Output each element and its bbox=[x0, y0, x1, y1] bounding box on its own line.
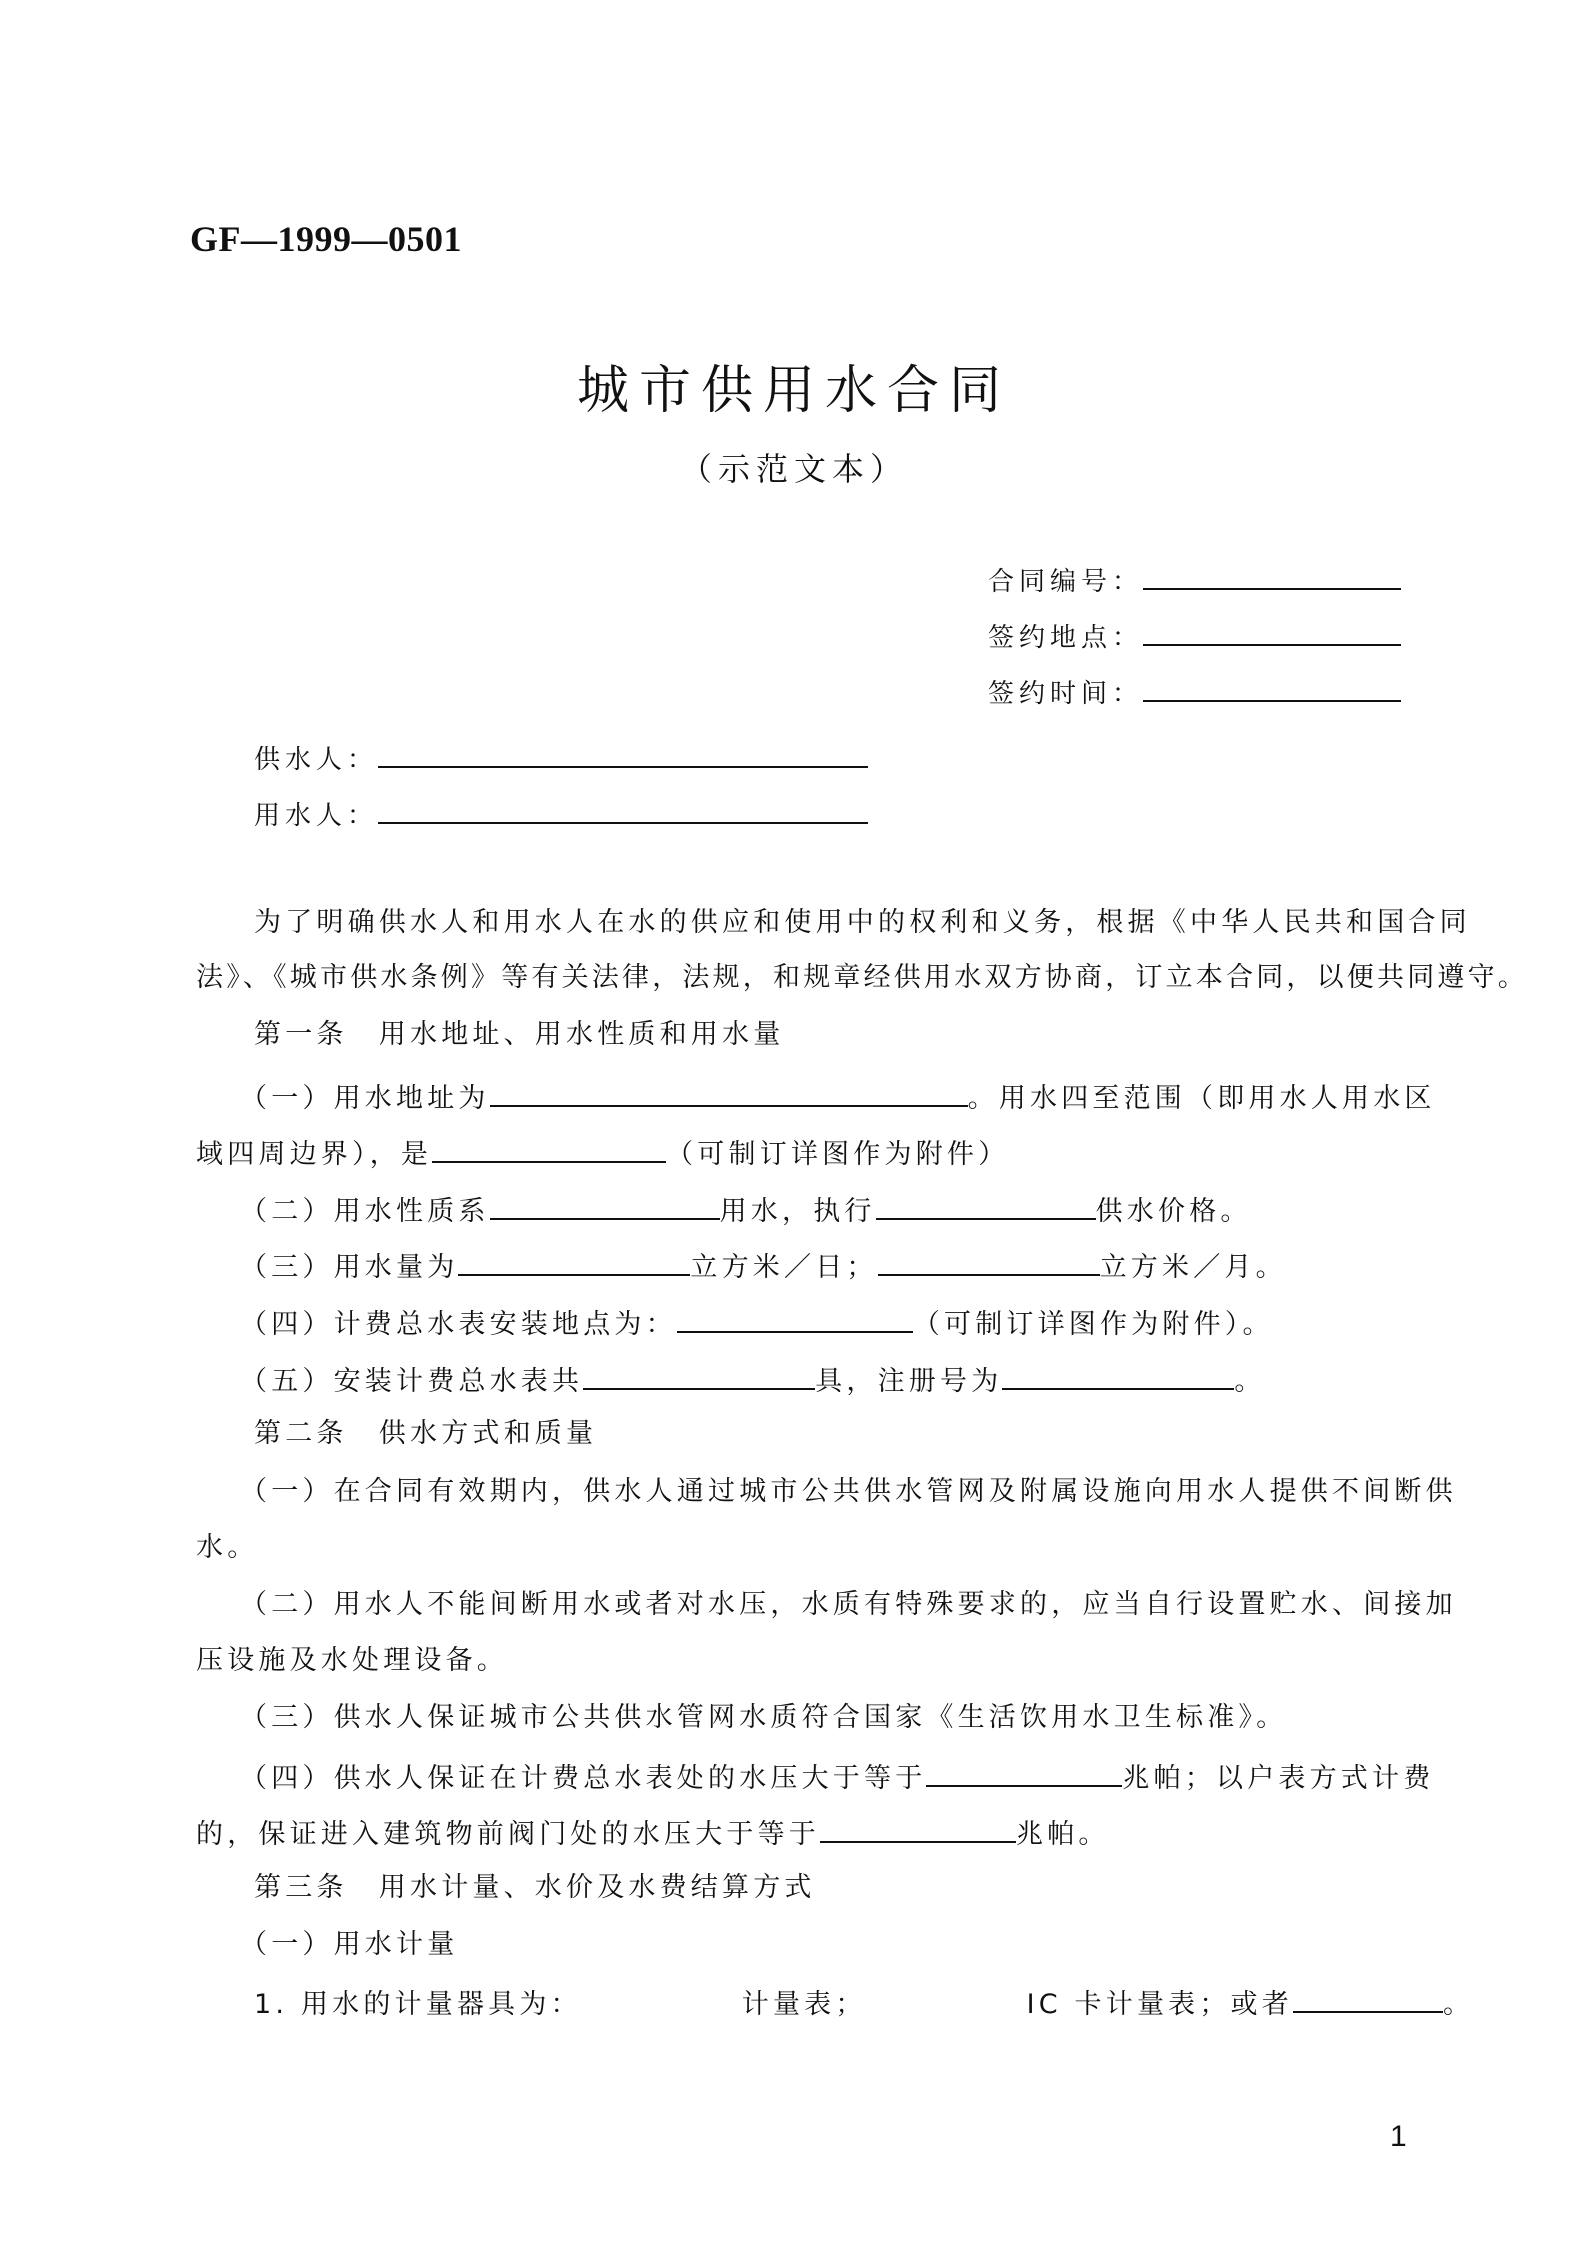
article-1-item-5 bbox=[240, 1358, 1266, 1398]
user-row bbox=[254, 792, 868, 832]
article-1-item-3 bbox=[240, 1244, 1287, 1284]
item-text: 立方米／月。 bbox=[1099, 1252, 1287, 1283]
article-2-item-2: （二）用水人不能间断用水或者对水压，水质有特殊要求的，应当自行设置贮水、间接加 bbox=[240, 1589, 1457, 1620]
article-2-item-1: （一）在合同有效期内，供水人通过城市公共供水管网及附属设施向用水人提供不间断供 bbox=[240, 1476, 1457, 1507]
item-text: 立方米／日； bbox=[690, 1252, 878, 1283]
page-number: 1 bbox=[1390, 2120, 1407, 2153]
item-text: （可制订详图作为附件） bbox=[666, 1139, 1010, 1170]
registration-number-blank bbox=[1002, 1358, 1234, 1390]
article-2-item-4-cont bbox=[196, 1811, 1110, 1851]
article-3-title: 第三条 用水计量、水价及水费结算方式 bbox=[254, 1872, 816, 1903]
supplier-label: 供水人： bbox=[254, 745, 379, 775]
sign-time-row bbox=[988, 670, 1401, 710]
sign-place-row bbox=[988, 614, 1401, 654]
meter-location-blank bbox=[677, 1301, 913, 1333]
article-2-item-3: （三）供水人保证城市公共供水管网水质符合国家《生活饮用水卫生标准》。 bbox=[240, 1702, 1288, 1733]
item-text: 域四周边界），是 bbox=[196, 1139, 433, 1170]
article-2-title: 第二条 供水方式和质量 bbox=[254, 1418, 598, 1449]
item-text: （一）用水地址为 bbox=[240, 1083, 490, 1114]
sign-time-label: 签约时间： bbox=[988, 679, 1144, 709]
daily-volume-blank bbox=[458, 1244, 690, 1276]
user-label: 用水人： bbox=[254, 801, 379, 831]
supplier-blank bbox=[378, 736, 868, 768]
supplier-row bbox=[254, 736, 868, 776]
user-blank bbox=[378, 792, 868, 824]
item-text: 兆帕；以户表方式计费 bbox=[1122, 1763, 1435, 1794]
item-text: 的，保证进入建筑物前阀门处的水压大于等于 bbox=[196, 1819, 820, 1850]
document-subtitle: （示范文本） bbox=[679, 450, 908, 488]
item-text: 。 bbox=[1234, 1366, 1266, 1397]
document-code: GF—1999—0501 bbox=[190, 219, 462, 259]
price-blank bbox=[876, 1188, 1096, 1220]
contract-number-row bbox=[988, 558, 1401, 598]
meter-count-blank bbox=[583, 1358, 815, 1390]
item-text: 。 bbox=[1442, 1989, 1475, 2020]
pressure-building-blank bbox=[820, 1811, 1016, 1843]
contract-number-blank bbox=[1143, 558, 1401, 590]
article-3-item-1: （一）用水计量 bbox=[240, 1929, 459, 1960]
article-1-item-4 bbox=[240, 1301, 1274, 1341]
item-text: 用水，执行 bbox=[719, 1196, 876, 1227]
article-1-item-1-cont bbox=[196, 1131, 1009, 1171]
item-text: （四）供水人保证在计费总水表处的水压大于等于 bbox=[240, 1763, 927, 1794]
water-address-blank bbox=[490, 1075, 968, 1107]
article-2-item-4 bbox=[240, 1755, 1434, 1795]
item-text: 兆帕。 bbox=[1016, 1819, 1110, 1850]
article-2-item-2-cont: 压设施及水处理设备。 bbox=[196, 1645, 508, 1676]
pressure-meter-blank bbox=[926, 1755, 1122, 1787]
item-text: （三）用水量为 bbox=[240, 1252, 459, 1283]
water-nature-blank bbox=[490, 1188, 720, 1220]
article-3-item-1-1 bbox=[254, 1981, 1474, 2021]
boundary-blank bbox=[432, 1131, 666, 1163]
sign-place-label: 签约地点： bbox=[988, 623, 1144, 653]
other-meter-blank bbox=[1293, 1981, 1443, 2013]
intro-line-2: 法》、《城市供水条例》等有关法律，法规，和规章经供用水双方协商，订立本合同，以便共同遵守。 bbox=[196, 962, 1528, 993]
item-text: IC 卡计量表；或者 bbox=[1026, 1989, 1293, 2020]
item-text: 供水价格。 bbox=[1095, 1196, 1252, 1227]
contract-number-label: 合同编号： bbox=[988, 567, 1144, 597]
item-text: 具，注册号为 bbox=[815, 1366, 1003, 1397]
article-2-item-1-cont: 水。 bbox=[196, 1532, 259, 1563]
item-text: （二）用水性质系 bbox=[240, 1196, 490, 1227]
sign-time-blank bbox=[1143, 670, 1401, 702]
article-1-item-2 bbox=[240, 1188, 1252, 1228]
document-title: 城市供用水合同 bbox=[576, 361, 1011, 421]
item-text: （可制订详图作为附件）。 bbox=[912, 1309, 1274, 1340]
intro-line-1: 为了明确供水人和用水人在水的供应和使用中的权利和义务，根据《中华人民共和国合同 bbox=[254, 907, 1471, 938]
monthly-volume-blank bbox=[878, 1244, 1100, 1276]
item-text: （四）计费总水表安装地点为： bbox=[240, 1309, 677, 1340]
item-text: 1. 用水的计量器具为： bbox=[254, 1989, 582, 2020]
item-text: （五）安装计费总水表共 bbox=[240, 1366, 584, 1397]
item-text: 。用水四至范围（即用水人用水区 bbox=[967, 1083, 1436, 1114]
article-1-item-1 bbox=[240, 1075, 1436, 1115]
article-1-title: 第一条 用水地址、用水性质和用水量 bbox=[254, 1019, 785, 1050]
sign-place-blank bbox=[1143, 614, 1401, 646]
item-text: 计量表； bbox=[741, 1989, 867, 2020]
